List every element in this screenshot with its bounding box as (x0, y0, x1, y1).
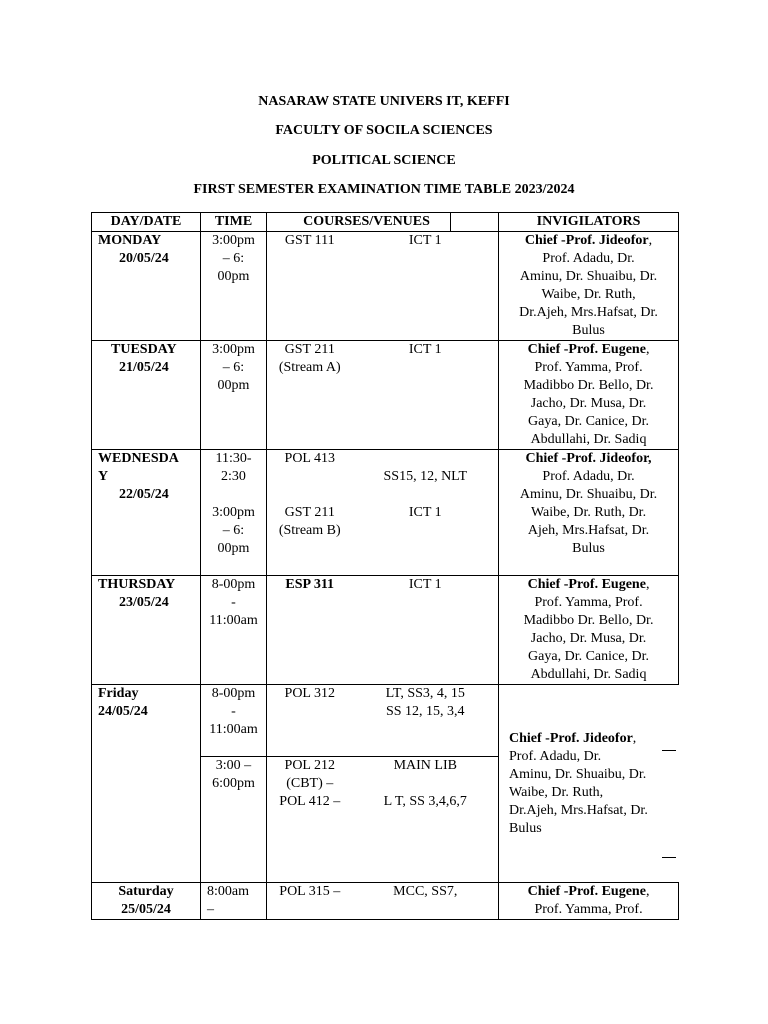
spacer (353, 450, 499, 468)
chief-invigilator: Chief -Prof. Jideofor (509, 730, 633, 746)
punct: , (645, 577, 650, 592)
time-line: 8-00pm (211, 577, 256, 592)
day-date: 21/05/24 (119, 360, 169, 375)
invigilators-block (503, 730, 675, 838)
table-row (92, 685, 679, 757)
invigilator-line: Waibe, Dr. Ruth, (541, 287, 636, 302)
punct: , (645, 884, 650, 899)
invigilator-line: Abdullahi, Dr. Sadiq (530, 432, 647, 447)
time-cell (201, 757, 267, 883)
venue-name: ICT 1 (408, 577, 442, 592)
invigilator-line: Prof. Adadu, Dr. (542, 469, 635, 484)
day-name-wrap: Y (98, 469, 109, 484)
day-cell (92, 341, 201, 450)
venue-name: SS15, 12, NLT (383, 469, 468, 484)
invigilator-line: Prof. Yamma, Prof. (534, 902, 643, 917)
chief-invigilator: Chief -Prof. Eugene (527, 342, 646, 357)
venue-cell (353, 450, 499, 576)
course-cell (267, 576, 353, 685)
course-code: POL 412 – (279, 794, 341, 809)
day-name: Friday (98, 686, 139, 701)
invigilator-line: Ajeh, Mrs.Hafsat, Dr. (527, 523, 650, 538)
time-line: 6:00pm (212, 776, 255, 791)
spacer (353, 486, 499, 504)
course-code: POL 315 – (279, 884, 341, 899)
col-header-invigilators: INVIGILATORS (499, 213, 679, 232)
day-cell (92, 883, 201, 920)
time-cell (201, 576, 267, 685)
course-cell (267, 341, 353, 450)
spacer (267, 468, 353, 486)
invigilator-line: Aminu, Dr. Shuaibu, Dr. (509, 766, 647, 782)
time-line: - (231, 704, 236, 719)
chief-invigilator: Chief -Prof. Eugene (527, 577, 646, 592)
day-name: WEDNESDA (98, 451, 179, 466)
invigilator-line: Bulus (572, 323, 605, 338)
course-code: GST 211 (284, 342, 335, 357)
exam-timetable (91, 212, 679, 920)
day-name: THURSDAY (98, 577, 176, 592)
invigilators-cell (499, 576, 679, 685)
venue-name: MAIN LIB (393, 758, 457, 773)
invigilators-cell (499, 685, 679, 883)
border-tick (662, 750, 676, 751)
department-title: POLITICAL SCIENCE (312, 153, 456, 168)
time-line: - (231, 595, 236, 610)
day-name: TUESDAY (111, 342, 177, 357)
time-line: 11:00am (209, 722, 258, 737)
invigilator-line: Waibe, Dr. Ruth, (509, 784, 604, 800)
invigilator-line: Jacho, Dr. Musa, Dr. (530, 631, 647, 646)
time-line: 8:00am (207, 884, 249, 899)
invigilators-cell (499, 232, 679, 341)
invigilator-line: Prof. Yamma, Prof. (534, 360, 643, 375)
chief-invigilator: Chief -Prof. Eugene (527, 884, 646, 899)
time-cell (201, 341, 267, 450)
venue-cell (353, 232, 499, 341)
course-note: (CBT) – (286, 776, 334, 791)
time-line: – (207, 902, 214, 917)
invigilator-line: Bulus (572, 541, 605, 556)
chief-invigilator: Chief -Prof. Jideofor (524, 233, 649, 248)
day-cell (92, 232, 201, 341)
course-cell (267, 757, 353, 883)
day-cell (92, 685, 201, 883)
venue-cell (353, 883, 499, 920)
day-date: 24/05/24 (98, 704, 148, 719)
time-line: 3:00pm (212, 233, 255, 248)
time-cell (201, 883, 267, 920)
punct: , (648, 233, 653, 248)
course-stream: (Stream B) (278, 523, 341, 538)
time-line: 3:00pm (212, 342, 255, 357)
course-code: POL 413 (284, 451, 335, 466)
invigilator-line: Gaya, Dr. Canice, Dr. (528, 414, 649, 429)
timetable-title: FIRST SEMESTER EXAMINATION TIME TABLE 2023/2024 (193, 182, 575, 197)
invigilator-line: Aminu, Dr. Shuaibu, Dr. (519, 487, 658, 502)
invigilator-line: Madibbo Dr. Bello, Dr. (523, 613, 654, 628)
venue-name: LT, SS3, 4, 15 (385, 686, 465, 701)
spacer (267, 486, 353, 504)
time-line: 11:00am (209, 613, 258, 628)
col-header-day: DAY/DATE (92, 213, 201, 232)
table-row (92, 576, 679, 685)
day-date: 20/05/24 (119, 251, 169, 266)
invigilator-line: Prof. Adadu, Dr. (542, 251, 635, 266)
invigilator-line: Madibbo Dr. Bello, Dr. (523, 378, 654, 393)
course-code: GST 111 (284, 233, 335, 248)
venue-name: MCC, SS7, (393, 884, 458, 899)
course-stream: (Stream A) (278, 360, 341, 375)
course-code: ESP 311 (285, 577, 335, 592)
course-code: POL 212 (284, 758, 335, 773)
venue-name: ICT 1 (408, 233, 442, 248)
venue-name: ICT 1 (408, 342, 442, 357)
spacer (353, 775, 499, 793)
invigilator-line: Waibe, Dr. Ruth, Dr. (530, 505, 647, 520)
header-divider (450, 213, 451, 231)
time-line: 3:00pm (212, 505, 255, 520)
venue-cell (353, 757, 499, 883)
invigilator-line: Aminu, Dr. Shuaibu, Dr. (519, 269, 658, 284)
course-code: GST 211 (284, 505, 335, 520)
table-row (92, 232, 679, 341)
venue-cell (353, 341, 499, 450)
course-cell (267, 450, 353, 576)
day-date: 25/05/24 (121, 902, 171, 917)
university-title: NASARAW STATE UNIVERS IT, KEFFI (258, 94, 510, 109)
table-row (92, 341, 679, 450)
invigilator-line: Bulus (509, 820, 542, 836)
time-line: 00pm (217, 541, 250, 556)
invigilators-cell (499, 341, 679, 450)
course-cell (267, 883, 353, 920)
table-row (92, 450, 679, 576)
day-name: Saturday (118, 884, 174, 899)
venue-name: SS 12, 15, 3,4 (385, 704, 465, 719)
invigilator-line: Gaya, Dr. Canice, Dr. (528, 649, 649, 664)
time-line: – 6: (222, 251, 245, 266)
course-cell (267, 232, 353, 341)
time-line: 00pm (217, 378, 250, 393)
day-cell (92, 576, 201, 685)
day-cell (92, 450, 201, 576)
time-line: 00pm (217, 269, 250, 284)
invigilator-line: Jacho, Dr. Musa, Dr. (530, 396, 647, 411)
day-date: 22/05/24 (119, 487, 169, 502)
time-cell (201, 685, 267, 757)
invigilators-cell (499, 883, 679, 920)
col-header-courses-label: COURSES/VENUES (303, 214, 430, 229)
table-row (92, 883, 679, 920)
punct: , (645, 342, 650, 357)
venue-cell (353, 685, 499, 757)
col-header-time: TIME (201, 213, 267, 232)
invigilator-line: Dr.Ajeh, Mrs.Hafsat, Dr. (509, 802, 648, 818)
venue-cell (353, 576, 499, 685)
border-tick (662, 857, 676, 858)
spacer (201, 486, 266, 504)
day-date: 23/05/24 (119, 595, 169, 610)
invigilator-line: Prof. Adadu, Dr. (509, 748, 602, 764)
invigilator-line: Dr.Ajeh, Mrs.Hafsat, Dr. (519, 305, 658, 320)
invigilator-line: Prof. Yamma, Prof. (534, 595, 643, 610)
venue-name: ICT 1 (408, 505, 442, 520)
course-code: POL 312 (284, 686, 335, 701)
time-line: 11:30- (215, 451, 252, 466)
time-cell (201, 450, 267, 576)
venue-name: L T, SS 3,4,6,7 (383, 794, 467, 809)
time-line: – 6: (222, 523, 245, 538)
time-line: – 6: (222, 360, 245, 375)
table-header-row (92, 213, 679, 232)
time-line: 3:00 – (215, 758, 252, 773)
day-name: MONDAY (98, 233, 162, 248)
invigilators-cell (499, 450, 679, 576)
col-header-courses (267, 213, 499, 232)
invigilator-line: Abdullahi, Dr. Sadiq (530, 667, 647, 682)
time-line: 2:30 (221, 469, 246, 484)
chief-invigilator: Chief -Prof. Jideofor, (525, 451, 652, 466)
course-cell (267, 685, 353, 757)
time-line: 8-00pm (211, 686, 256, 701)
time-cell (201, 232, 267, 341)
punct: , (632, 730, 637, 746)
faculty-title: FACULTY OF SOCILA SCIENCES (275, 123, 493, 138)
